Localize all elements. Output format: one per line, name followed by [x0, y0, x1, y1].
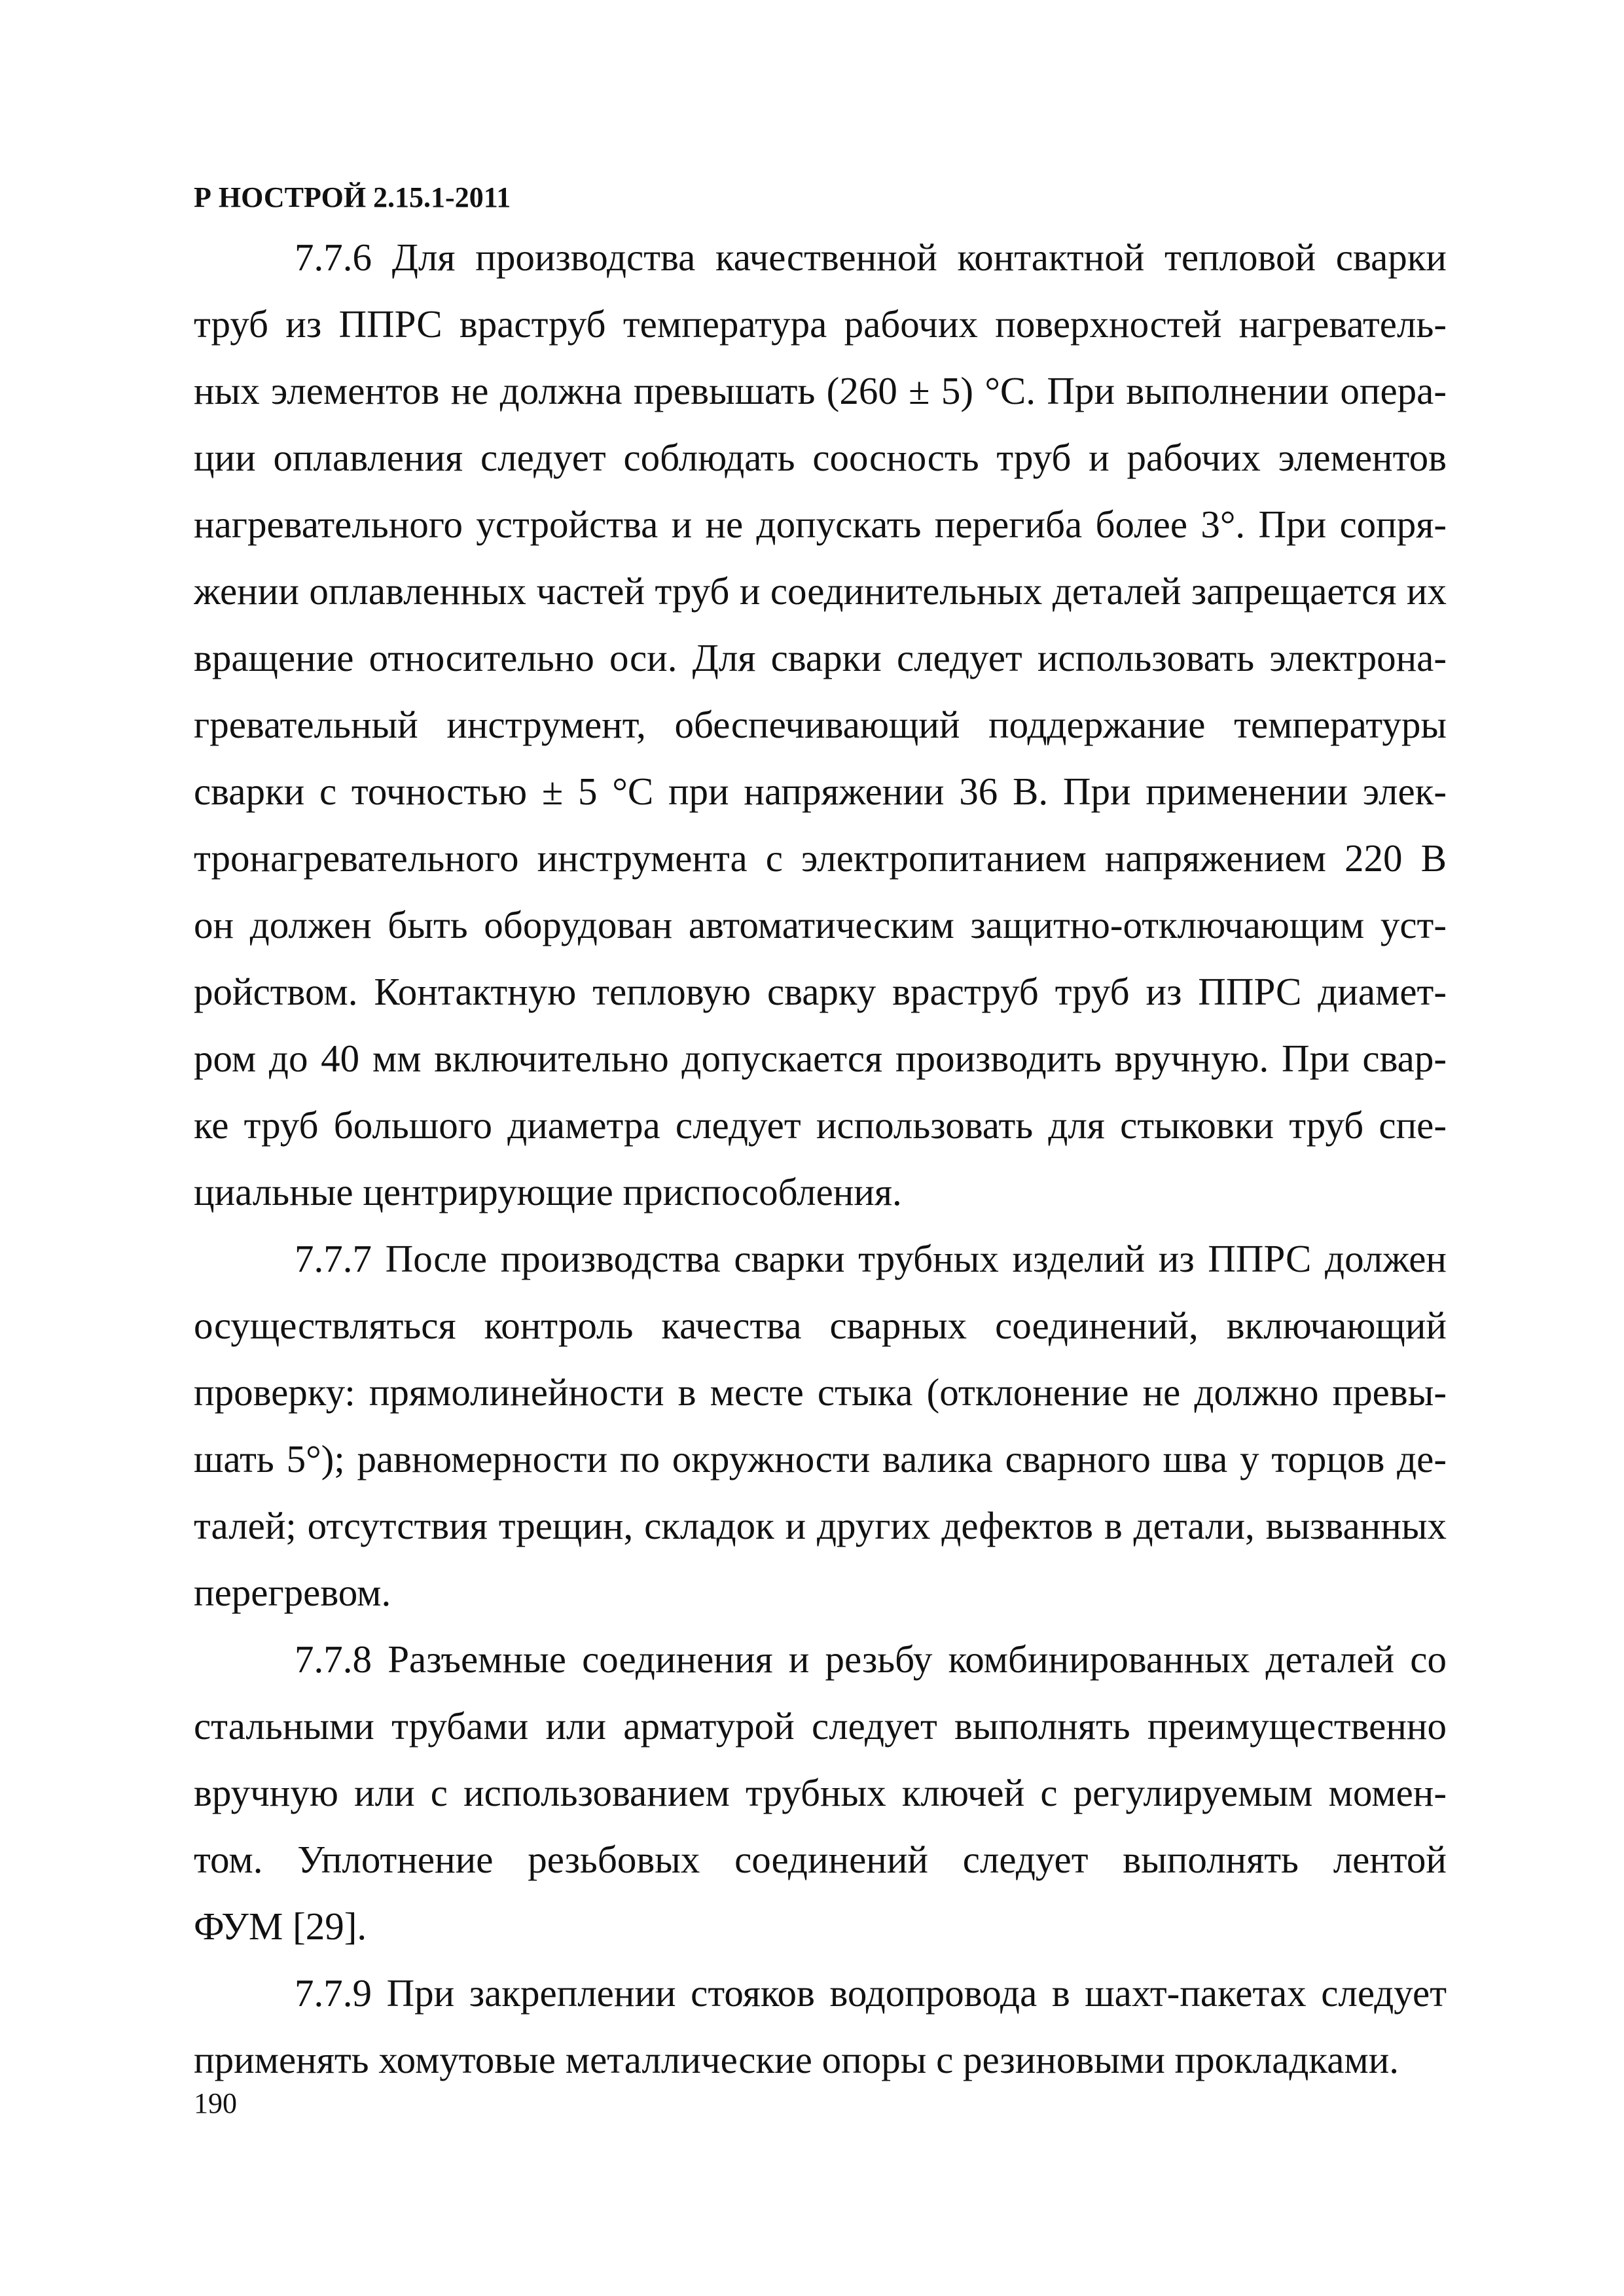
text-line: ных элементов не должна превышать (260 ± 5) °С. При выполнении опера-: [194, 369, 1447, 412]
text-line: ке труб большого диаметра следует использовать для стыковки труб спе-: [194, 1103, 1447, 1147]
text-line: сварки с точностью ± 5 °С при напряжении 36 В. При применении элек-: [194, 770, 1447, 813]
text-line: ром до 40 мм включительно допускается производить вручную. При свар-: [194, 1037, 1447, 1080]
text-line: перегревом.: [194, 1571, 391, 1614]
text-line: вращение относительно оси. Для сварки следует использовать электрона-: [194, 636, 1447, 679]
text-line: ройством. Контактную тепловую сварку враструб труб из ППРС диамет-: [194, 970, 1447, 1013]
paragraph-7-7-6: [194, 224, 1447, 1225]
text-line: тронагревательного инструмента с электропитанием напряжением 220 В: [194, 836, 1447, 880]
text-line: 7.7.6 Для производства качественной контактной тепловой сварки: [295, 236, 1447, 279]
document-header: Р НОСТРОЙ 2.15.1-2011: [194, 181, 511, 213]
text-line: гревательный инструмент, обеспечивающий поддержание температуры: [194, 703, 1447, 746]
page-number: 190: [194, 2087, 237, 2119]
paragraph-7-7-9: [194, 1960, 1447, 2093]
text-line: стальными трубами или арматурой следует выполнять преимущественно: [194, 1704, 1447, 1748]
text-line: жении оплавленных частей труб и соединительных деталей запрещается их: [194, 569, 1447, 613]
paragraph-7-7-8: [194, 1626, 1447, 1960]
text-line: циальные центрирующие приспособления.: [194, 1170, 902, 1213]
text-line: осуществляться контроль качества сварных соединений, включающий: [194, 1304, 1447, 1347]
text-line: он должен быть оборудован автоматическим защитно-отключающим уст-: [194, 903, 1447, 946]
text-line: том. Уплотнение резьбовых соединений следует выполнять лентой: [194, 1838, 1447, 1881]
paragraph-7-7-7: [194, 1225, 1447, 1626]
text-line: проверку: прямолинейности в месте стыка (отклонение не должно превы-: [194, 1371, 1447, 1414]
text-line: вручную или с использованием трубных ключей с регулируемым момен-: [194, 1771, 1447, 1814]
document-body: [194, 224, 1447, 2093]
text-line: талей; отсутствия трещин, складок и других дефектов в детали, вызванных: [194, 1504, 1447, 1547]
text-line: 7.7.8 Разъемные соединения и резьбу комбинированных деталей со: [295, 1638, 1447, 1681]
text-line: шать 5°); равномерности по окружности валика сварного шва у торцов де-: [194, 1437, 1447, 1480]
text-line: применять хомутовые металлические опоры с резиновыми прокладками.: [194, 2038, 1399, 2081]
text-line: ФУМ [29].: [194, 1905, 367, 1948]
text-line: труб из ППРС враструб температура рабочих поверхностей нагреватель-: [194, 302, 1447, 346]
text-line: 7.7.7 После производства сварки трубных изделий из ППРС должен: [295, 1237, 1447, 1280]
text-line: ции оплавления следует соблюдать соосность труб и рабочих элементов: [194, 436, 1447, 479]
text-line: 7.7.9 При закреплении стояков водопровода в шахт-пакетах следует: [295, 1971, 1447, 2015]
text-line: нагревательного устройства и не допускать перегиба более 3°. При сопря-: [194, 503, 1447, 546]
